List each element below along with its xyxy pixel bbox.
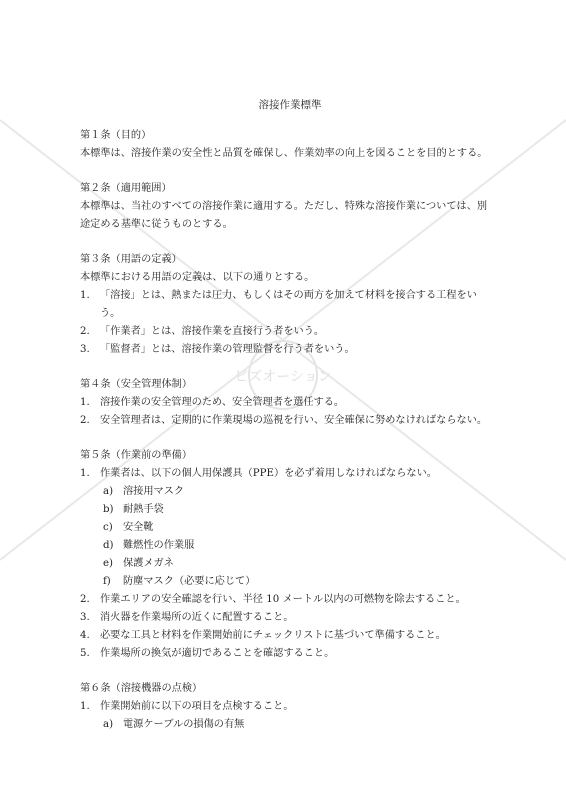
sub-list-item	[103, 537, 194, 555]
sub-list-item	[103, 555, 174, 573]
list-text: 「作業者」とは、溶接作業を直接行う者をいう。	[100, 326, 325, 337]
list-number: 3.	[80, 612, 90, 623]
article-3-heading: 第３条（用語の定義）	[80, 254, 182, 265]
list-item	[80, 323, 324, 341]
list-text: 作業者は、以下の個人用保護具（PPE）を必ず着用しなければならない。	[100, 468, 437, 479]
article-4-heading: 第４条（安全管理体制）	[80, 379, 193, 390]
article-2-heading: 第２条（適用範囲）	[80, 183, 172, 194]
list-text: 作業場所の換気が適切であることを確認すること。	[100, 648, 335, 659]
list-text: 「監督者」とは、溶接作業の管理監督を行う者をいう。	[100, 344, 355, 355]
list-text: 安全管理者は、定期的に作業現場の巡視を行い、安全確保に努めなければならない。	[100, 415, 488, 426]
list-text: 作業開始前に以下の項目を点検すること。	[100, 701, 294, 712]
list-item	[80, 394, 344, 412]
article-1-heading: 第１条（目的）	[80, 130, 152, 141]
list-number: 1.	[80, 397, 90, 408]
article-2-body-line-1: 本標準は、当社のすべての溶接作業に適用する。ただし、特殊な溶接作業については、別	[80, 201, 488, 212]
article-5-heading: 第５条（作業前の準備）	[80, 450, 193, 461]
sub-list-text: 溶接用マスク	[123, 486, 185, 497]
list-text: 必要な工具と材料を作業開始前にチェックリストに基づいて準備すること。	[100, 630, 446, 641]
article-2-body-line-2: 途定める基準に従うものとする。	[80, 219, 233, 230]
document-title: 溶接作業標準	[258, 99, 322, 111]
sub-list-item	[103, 501, 164, 519]
list-item	[80, 591, 466, 609]
sub-list-letter: b)	[103, 504, 114, 515]
sub-list-item	[103, 573, 255, 591]
sub-list-item	[103, 483, 184, 501]
sub-list-text: 電源ケーブルの損傷の有無	[123, 719, 245, 730]
list-number: 2.	[80, 415, 90, 426]
list-text: 溶接作業の安全管理のため、安全管理者を選任する。	[100, 397, 345, 408]
article-1-body: 本標準は、溶接作業の安全性と品質を確保し、作業効率の向上を図ることを目的とする。	[80, 148, 488, 159]
sub-list-text: 耐熱手袋	[123, 504, 164, 515]
list-item	[80, 698, 294, 716]
watermark-text: ビズオーション	[234, 369, 332, 385]
sub-list-letter: a)	[103, 719, 114, 730]
list-number: 3.	[80, 344, 90, 355]
list-number: 4.	[80, 630, 90, 641]
list-item	[80, 645, 334, 663]
sub-list-letter: d)	[103, 540, 114, 551]
sub-list-text: 保護メガネ	[123, 558, 174, 569]
list-number: 2.	[80, 594, 90, 605]
sub-list-text: 安全靴	[123, 522, 154, 533]
sub-list-letter: f)	[103, 576, 111, 587]
list-number: 1.	[80, 468, 90, 479]
list-number: 5.	[80, 648, 90, 659]
article-3-body: 本標準における用語の定義は、以下の通りとする。	[80, 272, 315, 283]
list-item	[80, 412, 487, 430]
list-number: 1.	[80, 290, 90, 301]
list-item	[80, 609, 294, 627]
sub-list-letter: a)	[103, 486, 114, 497]
article-6-heading: 第６条（溶接機器の点検）	[80, 683, 203, 694]
list-text: 消火器を作業場所の近くに配置すること。	[100, 612, 294, 623]
sub-list-text: 難燃性の作業服	[123, 540, 195, 551]
list-item	[80, 287, 477, 305]
list-item	[80, 627, 446, 645]
sub-list-letter: c)	[103, 522, 113, 533]
sub-list-text: 防塵マスク（必要に応じて）	[123, 576, 256, 587]
sub-list-letter: e)	[103, 558, 114, 569]
list-number: 2.	[80, 326, 90, 337]
sub-list-item	[103, 519, 154, 537]
list-item	[80, 341, 355, 359]
list-text: 「溶接」とは、熱または圧力、もしくはその両方を加えて材料を接合する工程をい	[100, 290, 477, 301]
sub-list-item	[103, 716, 244, 734]
list-number: 1.	[80, 701, 90, 712]
list-text: 作業エリアの安全確認を行い、半径 10 メートル以内の可燃物を除去すること。	[100, 594, 466, 605]
list-item-continuation: う。	[100, 308, 121, 319]
list-item	[80, 465, 437, 483]
